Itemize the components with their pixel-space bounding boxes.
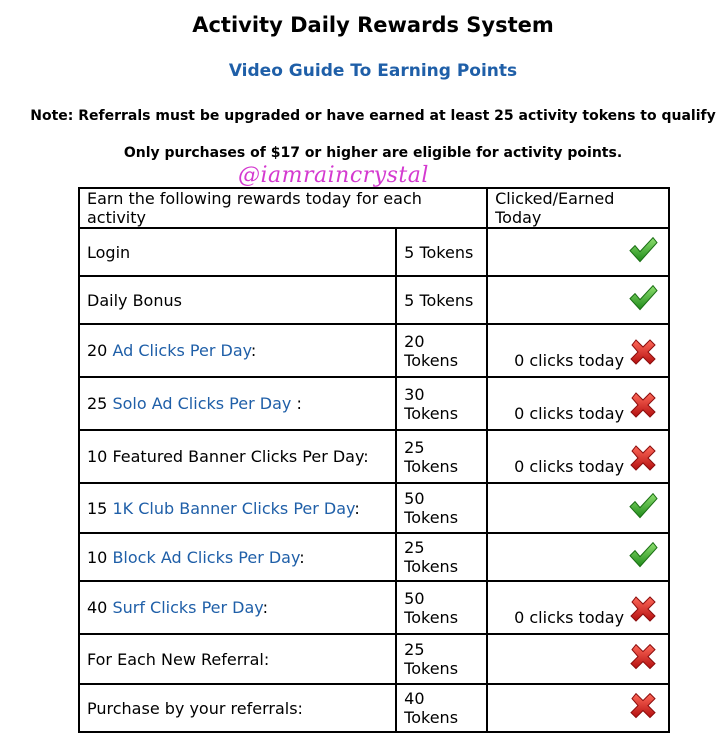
header-status: Clicked/Earned Today	[487, 188, 669, 228]
table-row	[79, 430, 669, 483]
cross-icon	[628, 594, 658, 624]
page-title: Activity Daily Rewards System	[192, 13, 554, 37]
activity-cell	[79, 228, 396, 276]
activity-prefix: 25	[87, 394, 113, 413]
activity-cell	[79, 430, 396, 483]
activity-cell	[79, 483, 396, 533]
clicks-today: 0 clicks today	[514, 608, 625, 627]
cross-icon	[628, 337, 658, 367]
checkmark-icon	[628, 235, 658, 265]
table-row	[79, 324, 669, 377]
status-cell	[487, 430, 669, 483]
rewards-table	[78, 187, 670, 733]
table-row	[79, 483, 669, 533]
activity-prefix: Login	[87, 242, 131, 262]
tokens-cell: 5 Tokens	[396, 228, 487, 276]
cross-icon	[628, 390, 658, 420]
header-activity: Earn the following rewards today for each activity	[79, 188, 487, 228]
activity-link[interactable]: 1K Club Banner Clicks Per Day	[112, 498, 355, 518]
status-cell	[487, 276, 669, 324]
cross-icon	[628, 691, 658, 721]
status-cell	[487, 228, 669, 276]
tokens-cell: 50 Tokens	[396, 483, 487, 533]
video-guide-link[interactable]: Video Guide To Earning Points	[228, 61, 518, 81]
activity-prefix: 20	[87, 341, 113, 360]
activity-prefix: 40	[87, 598, 113, 617]
referral-note: Note: Referrals must be upgraded or have earned at least 25 activity tokens to qualify	[30, 108, 716, 124]
activity-suffix: :	[250, 341, 257, 360]
activity-cell	[79, 634, 396, 684]
status-cell	[487, 483, 669, 533]
status-cell	[487, 581, 669, 634]
activity-prefix: Daily Bonus	[87, 290, 182, 310]
activity-cell	[79, 377, 396, 430]
activity-suffix: :	[299, 547, 305, 567]
table-row	[79, 684, 669, 732]
tokens-cell: 20 Tokens	[396, 324, 487, 377]
checkmark-icon	[628, 491, 658, 521]
status-cell	[487, 377, 669, 430]
activity-prefix: 10	[87, 547, 113, 567]
activity-prefix: 10 Featured Banner Clicks Per Day:	[87, 447, 369, 466]
table-row	[79, 533, 669, 581]
clicks-today: 0 clicks today	[514, 457, 625, 476]
activity-cell	[79, 324, 396, 377]
status-cell	[487, 634, 669, 684]
status-cell	[487, 533, 669, 581]
activity-link[interactable]: Solo Ad Clicks Per Day	[112, 394, 292, 413]
status-cell	[487, 684, 669, 732]
activity-link[interactable]: Block Ad Clicks Per Day	[112, 547, 300, 567]
tokens-cell: 5 Tokens	[396, 276, 487, 324]
activity-prefix: For Each New Referral:	[87, 649, 270, 669]
tokens-cell: 30 Tokens	[396, 377, 487, 430]
table-row	[79, 634, 669, 684]
watermark: @iamraincrystal	[238, 163, 429, 188]
activity-cell	[79, 581, 396, 634]
activity-suffix: :	[262, 598, 268, 617]
table-row	[79, 276, 669, 324]
checkmark-icon	[628, 540, 658, 570]
table-header-row	[79, 188, 669, 228]
activity-link[interactable]: Ad Clicks Per Day	[112, 341, 251, 360]
cross-icon	[628, 642, 658, 672]
cross-icon	[628, 443, 658, 473]
tokens-cell: 25 Tokens	[396, 430, 487, 483]
activity-prefix: 15	[87, 498, 113, 518]
tokens-cell: 40 Tokens	[396, 684, 487, 732]
table-row	[79, 377, 669, 430]
activity-suffix: :	[354, 498, 360, 518]
clicks-today: 0 clicks today	[514, 404, 625, 423]
clicks-today: 0 clicks today	[514, 351, 625, 370]
activity-cell	[79, 533, 396, 581]
table-row	[79, 581, 669, 634]
purchase-note: Only purchases of $17 or higher are eligible for activity points.	[123, 145, 623, 161]
activity-prefix: Purchase by your referrals:	[87, 698, 303, 718]
tokens-cell: 25 Tokens	[396, 533, 487, 581]
status-cell	[487, 324, 669, 377]
checkmark-icon	[628, 283, 658, 313]
activity-suffix: :	[291, 394, 302, 413]
table-row	[79, 228, 669, 276]
activity-cell	[79, 276, 396, 324]
activity-cell	[79, 684, 396, 732]
tokens-cell: 25 Tokens	[396, 634, 487, 684]
tokens-cell: 50 Tokens	[396, 581, 487, 634]
activity-link[interactable]: Surf Clicks Per Day	[112, 598, 263, 617]
